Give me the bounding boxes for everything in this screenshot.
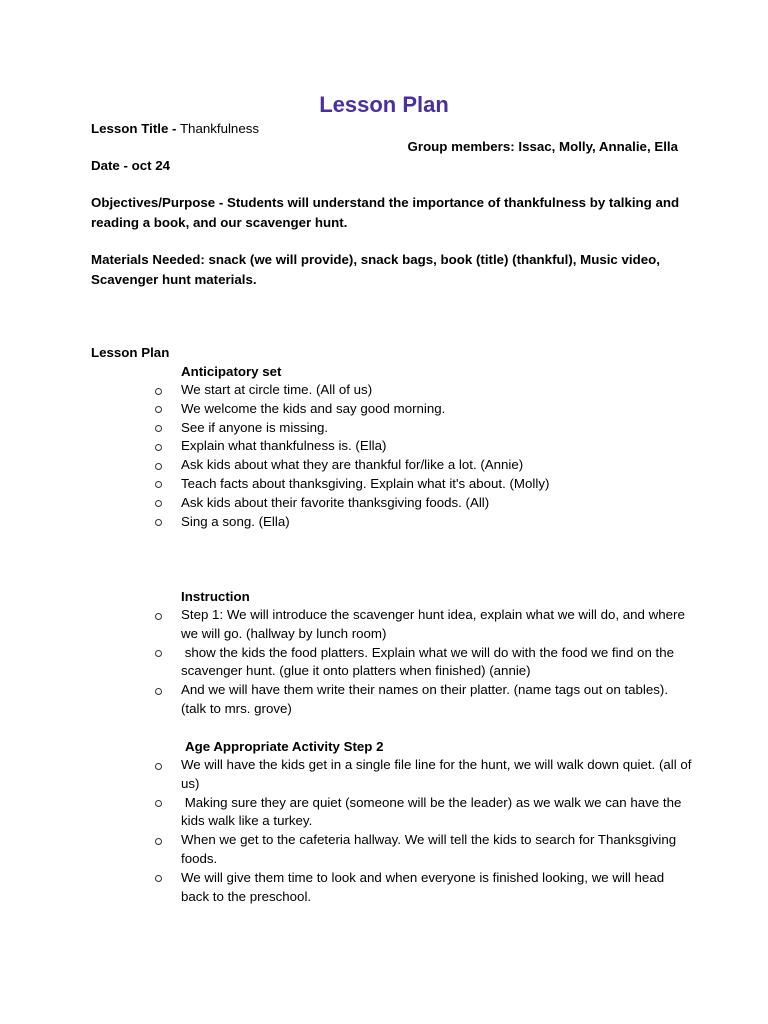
list-item: Making sure they are quiet (someone will be the leader) as we walk we can have the kids walk like a turkey. [152,794,692,832]
lesson-title-value: Thankfulness [179,121,260,136]
list-item: Step 1: We will introduce the scavenger hunt idea, explain what we will do, and where we will go. (hallway by lunch room) [152,606,692,644]
lesson-plan-label: Lesson Plan [91,345,170,360]
list-item: show the kids the food platters. Explain what we will do with the food we find on the scavenger hunt. (glue it onto platters when finished) (annie) [152,644,692,682]
list-item: Ask kids about their favorite thanksgiving foods. (All) [152,494,692,513]
list-item: And we will have them write their names on their platter. (name tags out on tables). (talk to mrs. grove) [152,681,692,719]
list-item: Explain what thankfulness is. (Ella) [152,437,692,456]
list-item: We welcome the kids and say good morning. [152,400,692,419]
document-title: Lesson Plan [319,92,449,117]
materials-paragraph: Materials Needed: snack (we will provide), snack bags, book (title) (thankful), Music video, Scavenger hunt materials. [91,252,660,287]
instruction-list [152,606,692,719]
activity-step-2-list [152,756,692,906]
list-item: When we get to the cafeteria hallway. We will tell the kids to search for Thanksgiving foods. [152,831,692,869]
date-line: Date - oct 24 [91,158,171,173]
list-item: Ask kids about what they are thankful for/like a lot. (Annie) [152,456,692,475]
objectives-paragraph: Objectives/Purpose - Students will understand the importance of thankfulness by talking and reading a book, and our scavenger hunt. [91,195,680,230]
list-item: Teach facts about thanksgiving. Explain what it's about. (Molly) [152,475,692,494]
section-heading-activity-step-2: Age Appropriate Activity Step 2 [185,739,384,754]
lesson-title-label: Lesson Title - [91,121,177,136]
list-item: Sing a song. (Ella) [152,513,692,532]
list-item: See if anyone is missing. [152,419,692,438]
list-item: We start at circle time. (All of us) [152,381,692,400]
group-members: Group members: Issac, Molly, Annalie, Ella [407,139,678,154]
anticipatory-set-list [152,381,692,531]
list-item: We will have the kids get in a single file line for the hunt, we will walk down quiet. (all of us) [152,756,692,794]
section-heading-anticipatory-set: Anticipatory set [181,364,282,379]
section-heading-instruction: Instruction [181,589,250,604]
list-item: We will give them time to look and when everyone is finished looking, we will head back to the preschool. [152,869,692,907]
lesson-title-line [91,119,259,138]
